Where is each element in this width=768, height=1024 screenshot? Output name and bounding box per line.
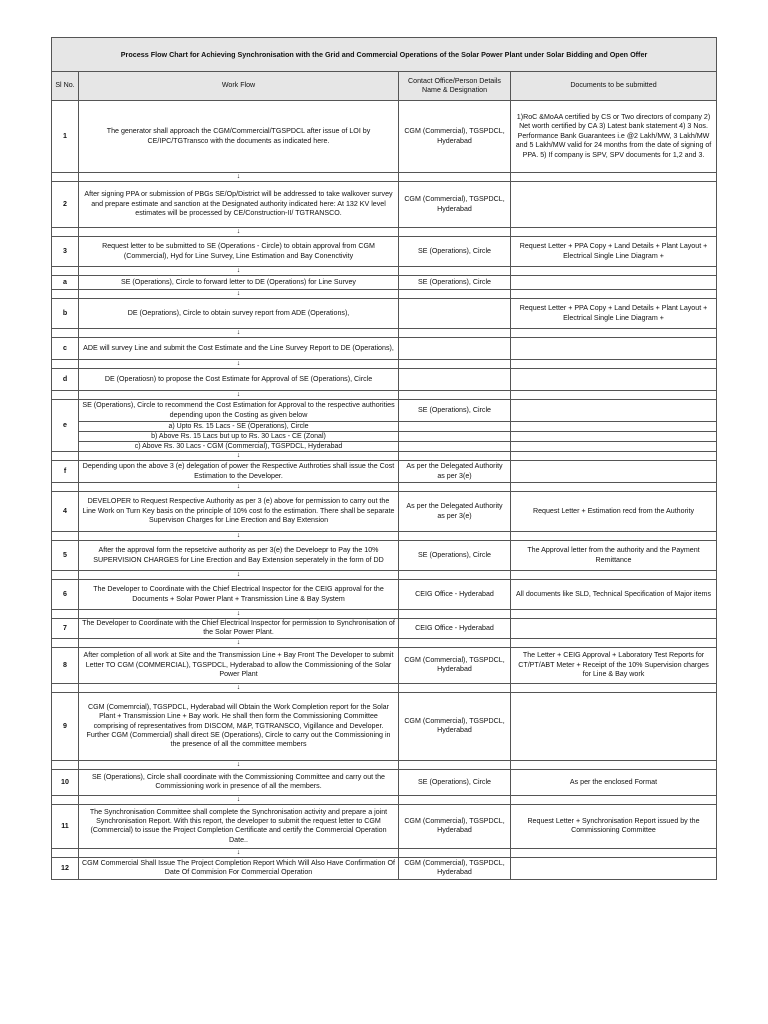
flow-arrow-row	[52, 483, 717, 492]
table-row	[52, 400, 717, 422]
arrow-spacer	[399, 848, 511, 857]
arrow-spacer	[399, 228, 511, 237]
header-contact-office: Contact Office/Person Details Name & Designation	[399, 72, 511, 101]
row-work-flow: After signing PPA or submission of PBGs SE/Op/District will be addressed to take walkover survey and prepare estimate and sanction at the Designated authority indicated here: At 132 KV level estimates will be processed by CE/Construction-II/ TGTRANSCO.	[79, 182, 399, 228]
arrow-spacer	[399, 391, 511, 400]
table-subrow	[52, 422, 717, 432]
row-documents: The Letter + CEIG Approval + Laboratory Test Reports for CT/PT/ABT Meter + Receipt of the 10% Supervision charges for Line & Bay work	[511, 647, 717, 683]
row-work-flow: The Developer to Coordinate with the Chief Electrical Inspector for the CEIG approval for the Documents + Solar Power Plant + Transmission Line & Bay System	[79, 580, 399, 610]
row-contact: SE (Operations), Circle	[399, 541, 511, 571]
arrow-spacer	[399, 329, 511, 338]
row-contact: CGM (Commercial), TGSPDCL, Hyderabad	[399, 804, 511, 848]
row-sl-number: a	[52, 276, 79, 290]
arrow-spacer	[52, 683, 79, 692]
arrow-spacer	[399, 795, 511, 804]
flow-arrow-row	[52, 290, 717, 299]
row-work-flow: SE (Operations), Circle to forward letter to DE (Operations) for Line Survey	[79, 276, 399, 290]
row-work-flow: DE (Oeprations), Circle to obtain survey report from ADE (Operations),	[79, 299, 399, 329]
arrow-spacer	[511, 452, 717, 461]
arrow-spacer	[52, 452, 79, 461]
row-documents	[511, 432, 717, 442]
arrow-spacer	[52, 391, 79, 400]
arrow-spacer	[511, 638, 717, 647]
arrow-spacer	[52, 532, 79, 541]
row-documents	[511, 276, 717, 290]
arrow-spacer	[52, 760, 79, 769]
row-documents	[511, 422, 717, 432]
row-sl-number: f	[52, 461, 79, 483]
arrow-spacer	[52, 638, 79, 647]
row-documents: Request Letter + PPA Copy + Land Details + Plant Layout + Electrical Single Line Diagram +	[511, 299, 717, 329]
table-row	[52, 580, 717, 610]
arrow-spacer	[399, 532, 511, 541]
row-contact: CGM (Commercial), TGSPDCL, Hyderabad	[399, 647, 511, 683]
flow-arrow-row	[52, 452, 717, 461]
arrow-spacer	[52, 290, 79, 299]
arrow-spacer	[52, 267, 79, 276]
arrow-spacer	[511, 228, 717, 237]
header-documents: Documents to be submitted	[511, 72, 717, 101]
row-documents: Request Letter + Synchronisation Report issued by the Commissioning Committee	[511, 804, 717, 848]
down-arrow-icon: ↓	[79, 391, 399, 400]
flow-arrow-row	[52, 795, 717, 804]
table-row	[52, 461, 717, 483]
arrow-spacer	[399, 760, 511, 769]
row-sl-number: d	[52, 369, 79, 391]
down-arrow-icon: ↓	[79, 532, 399, 541]
flow-arrow-row	[52, 683, 717, 692]
down-arrow-icon: ↓	[79, 452, 399, 461]
table-row	[52, 338, 717, 360]
table-row	[52, 276, 717, 290]
flow-arrow-row	[52, 173, 717, 182]
header-row	[52, 72, 717, 101]
arrow-spacer	[511, 173, 717, 182]
row-documents: Request Letter + PPA Copy + Land Details + Plant Layout + Electrical Single Line Diagram +	[511, 237, 717, 267]
flow-arrow-row	[52, 228, 717, 237]
down-arrow-icon: ↓	[79, 795, 399, 804]
row-sl-number: 12	[52, 857, 79, 879]
table-row	[52, 857, 717, 879]
down-arrow-icon: ↓	[79, 848, 399, 857]
down-arrow-icon: ↓	[79, 329, 399, 338]
row-sl-number: 1	[52, 101, 79, 173]
row-sl-number: b	[52, 299, 79, 329]
row-documents	[511, 369, 717, 391]
arrow-spacer	[511, 391, 717, 400]
row-sl-number: 11	[52, 804, 79, 848]
down-arrow-icon: ↓	[79, 760, 399, 769]
arrow-spacer	[511, 483, 717, 492]
row-sub-condition: a) Upto Rs. 15 Lacs - SE (Operations), Circle	[79, 422, 399, 432]
arrow-spacer	[52, 571, 79, 580]
arrow-spacer	[511, 848, 717, 857]
row-documents	[511, 400, 717, 422]
arrow-spacer	[399, 610, 511, 619]
arrow-spacer	[511, 795, 717, 804]
flow-arrow-row	[52, 571, 717, 580]
row-contact: As per the Delegated Authority as per 3(e)	[399, 492, 511, 532]
row-sl-number: 2	[52, 182, 79, 228]
down-arrow-icon: ↓	[79, 571, 399, 580]
arrow-spacer	[399, 267, 511, 276]
down-arrow-icon: ↓	[79, 610, 399, 619]
arrow-spacer	[52, 228, 79, 237]
table-row	[52, 237, 717, 267]
row-contact: As per the Delegated Authority as per 3(e)	[399, 461, 511, 483]
row-contact: CGM (Commercial), TGSPDCL, Hyderabad	[399, 857, 511, 879]
down-arrow-icon: ↓	[79, 228, 399, 237]
row-work-flow: CGM Commercial Shall Issue The Project Completion Report Which Will Also Have Confirmation Of Date Of Commision For Commercial Operation	[79, 857, 399, 879]
arrow-spacer	[52, 610, 79, 619]
row-documents	[511, 692, 717, 760]
table-row	[52, 369, 717, 391]
row-documents	[511, 442, 717, 452]
row-documents: 1)RoC &MoAA certified by CS or Two directors of company 2) Net worth certified by CA 3) Latest bank statement 4) 3 Nos. Performance Bank Guarantees i.e @2 Lakh/MW, 3 Lakh/MW and 5 Lakh/MW valid for 24 months from the date of signing of PPA. 5) If company is SPV, SPV documents for 1,2 and 3.	[511, 101, 717, 173]
arrow-spacer	[511, 760, 717, 769]
arrow-spacer	[511, 610, 717, 619]
row-sl-number: 6	[52, 580, 79, 610]
row-sub-condition: b) Above Rs. 15 Lacs but up to Rs. 30 Lacs - CE (Zonal)	[79, 432, 399, 442]
row-work-flow: The generator shall approach the CGM/Commercial/TGSPDCL after issue of LOI by CE/IPC/TGTransco with the documents as indicated here.	[79, 101, 399, 173]
table-row	[52, 492, 717, 532]
arrow-spacer	[511, 329, 717, 338]
arrow-spacer	[511, 290, 717, 299]
table-row	[52, 692, 717, 760]
down-arrow-icon: ↓	[79, 483, 399, 492]
flow-arrow-row	[52, 848, 717, 857]
header-sl-no: Sl No.	[52, 72, 79, 101]
row-documents	[511, 461, 717, 483]
row-sl-number: 7	[52, 619, 79, 639]
table-row	[52, 619, 717, 639]
row-sl-number: 4	[52, 492, 79, 532]
row-work-flow: After completion of all work at Site and the Transmission Line + Bay Front The Developer to submit Letter TO CGM (COMMERCIAL), TGSPDCL, Hyderabad to allow the Commissioning of the Solar Power Plant	[79, 647, 399, 683]
row-work-flow: The Developer to Coordinate with the Chief Electrical Inspector for permission to Synchronisation of the Solar Power Plant.	[79, 619, 399, 639]
arrow-spacer	[52, 483, 79, 492]
arrow-spacer	[399, 571, 511, 580]
down-arrow-icon: ↓	[79, 638, 399, 647]
row-work-flow: SE (Operations), Circle to recommend the Cost Estimation for Approval to the respective authorities depending upon the Costing as given below	[79, 400, 399, 422]
flow-arrow-row	[52, 610, 717, 619]
table-row	[52, 299, 717, 329]
title-row	[52, 38, 717, 72]
row-documents	[511, 619, 717, 639]
arrow-spacer	[52, 173, 79, 182]
arrow-spacer	[52, 795, 79, 804]
row-contact	[399, 299, 511, 329]
row-documents: As per the enclosed Format	[511, 769, 717, 795]
row-work-flow: The Synchronisation Committee shall complete the Synchronisation activity and prepare a joint Synchronisation Report. With this report, the developer to submit the request letter to CGM (Commercial) to issue the Project Completion Certificate and certify the Commercial Operation Date..	[79, 804, 399, 848]
arrow-spacer	[52, 848, 79, 857]
row-sl-number: 9	[52, 692, 79, 760]
row-documents	[511, 338, 717, 360]
header-work-flow: Work Flow	[79, 72, 399, 101]
row-documents: The Approval letter from the authority and the Payment Remittance	[511, 541, 717, 571]
row-contact: SE (Operations), Circle	[399, 276, 511, 290]
row-sl-number: 10	[52, 769, 79, 795]
row-contact	[399, 442, 511, 452]
table-row	[52, 101, 717, 173]
row-work-flow: SE (Operations), Circle shall coordinate with the Commissioning Committee and carry out the Commissioning work in presence of all the members.	[79, 769, 399, 795]
table-row	[52, 769, 717, 795]
arrow-spacer	[399, 290, 511, 299]
flow-arrow-row	[52, 532, 717, 541]
flow-arrow-row	[52, 267, 717, 276]
table-subrow	[52, 442, 717, 452]
arrow-spacer	[52, 329, 79, 338]
arrow-spacer	[399, 483, 511, 492]
arrow-spacer	[399, 452, 511, 461]
row-work-flow: DE (Operatiosn) to propose the Cost Estimate for Approval of SE (Operations), Circle	[79, 369, 399, 391]
table-title: Process Flow Chart for Achieving Synchronisation with the Grid and Commercial Operations of the Solar Power Plant under Solar Bidding and Open Offer	[52, 38, 717, 72]
row-sl-number: 8	[52, 647, 79, 683]
table-row	[52, 182, 717, 228]
down-arrow-icon: ↓	[79, 360, 399, 369]
table-row	[52, 541, 717, 571]
row-sl-number: 3	[52, 237, 79, 267]
row-sl-number: e	[52, 400, 79, 452]
arrow-spacer	[52, 360, 79, 369]
table-row	[52, 647, 717, 683]
flow-arrow-row	[52, 638, 717, 647]
row-sub-condition: c) Above Rs. 30 Lacs - CGM (Commercial), TGSPDCL, Hyderabad	[79, 442, 399, 452]
row-work-flow: ADE will survey Line and submit the Cost Estimate and the Line Survey Report to DE (Operations),	[79, 338, 399, 360]
row-work-flow: DEVELOPER to Request Respective Authority as per 3 (e) above for permission to carry out the Line Work on Turn Key basis on the principle of 10% cost fo the estimation. There shall be separate Supervison Charges for Line Erection and Bay Extension	[79, 492, 399, 532]
row-contact	[399, 432, 511, 442]
arrow-spacer	[399, 173, 511, 182]
row-contact: CGM (Commercial), TGSPDCL, Hyderabad	[399, 692, 511, 760]
row-contact	[399, 422, 511, 432]
row-documents	[511, 182, 717, 228]
row-contact	[399, 338, 511, 360]
arrow-spacer	[511, 267, 717, 276]
row-contact: SE (Operations), Circle	[399, 237, 511, 267]
row-contact: CGM (Commercial), TGSPDCL, Hyderabad	[399, 182, 511, 228]
table-subrow	[52, 432, 717, 442]
arrow-spacer	[511, 571, 717, 580]
process-flow-table	[51, 37, 717, 880]
arrow-spacer	[399, 360, 511, 369]
row-sl-number: 5	[52, 541, 79, 571]
down-arrow-icon: ↓	[79, 683, 399, 692]
flow-arrow-row	[52, 360, 717, 369]
down-arrow-icon: ↓	[79, 173, 399, 182]
row-sl-number: c	[52, 338, 79, 360]
flow-arrow-row	[52, 391, 717, 400]
row-work-flow: After the approval form the repsetcive authority as per 3(e) the Develoepr to Pay the 10% SUPERVISION CHARGES for Line Erection and Bay Extension seperately in the form of DD	[79, 541, 399, 571]
row-work-flow: Request letter to be submitted to SE (Operations - Circle) to obtain approval from CGM (Commercial), Hyd for Line Survey, Line Estimation and Bay Conenctivity	[79, 237, 399, 267]
row-documents: All documents like SLD, Technical Specification of Major items	[511, 580, 717, 610]
row-work-flow: Depending upon the above 3 (e) delegation of power the Respective Authroties shall issue the Cost Estimation to the Developer.	[79, 461, 399, 483]
row-work-flow: CGM (Comemrcial), TGSPDCL, Hyderabad will Obtain the Work Completion report for the Solar Plant + Transmission Line + Bay work. He shall then form the Commissioning Committee comprising of representatives from DISCOM, M&P, TGTRANSCO, Vigillance and Developer. Further CGM (Commercial) shall direct SE (Operations), Circle to carry out the Commissioning in the presence of all the committee members	[79, 692, 399, 760]
arrow-spacer	[511, 360, 717, 369]
row-contact: CEIG Office - Hyderabad	[399, 619, 511, 639]
down-arrow-icon: ↓	[79, 267, 399, 276]
row-contact: CEIG Office - Hyderabad	[399, 580, 511, 610]
arrow-spacer	[511, 532, 717, 541]
flow-arrow-row	[52, 760, 717, 769]
row-documents	[511, 857, 717, 879]
row-contact: SE (Operations), Circle	[399, 769, 511, 795]
row-contact: CGM (Commercial), TGSPDCL, Hyderabad	[399, 101, 511, 173]
arrow-spacer	[399, 638, 511, 647]
row-contact	[399, 369, 511, 391]
arrow-spacer	[511, 683, 717, 692]
down-arrow-icon: ↓	[79, 290, 399, 299]
row-contact: SE (Operations), Circle	[399, 400, 511, 422]
arrow-spacer	[399, 683, 511, 692]
flow-arrow-row	[52, 329, 717, 338]
table-row	[52, 804, 717, 848]
row-documents: Request Letter + Estimation recd from the Authority	[511, 492, 717, 532]
